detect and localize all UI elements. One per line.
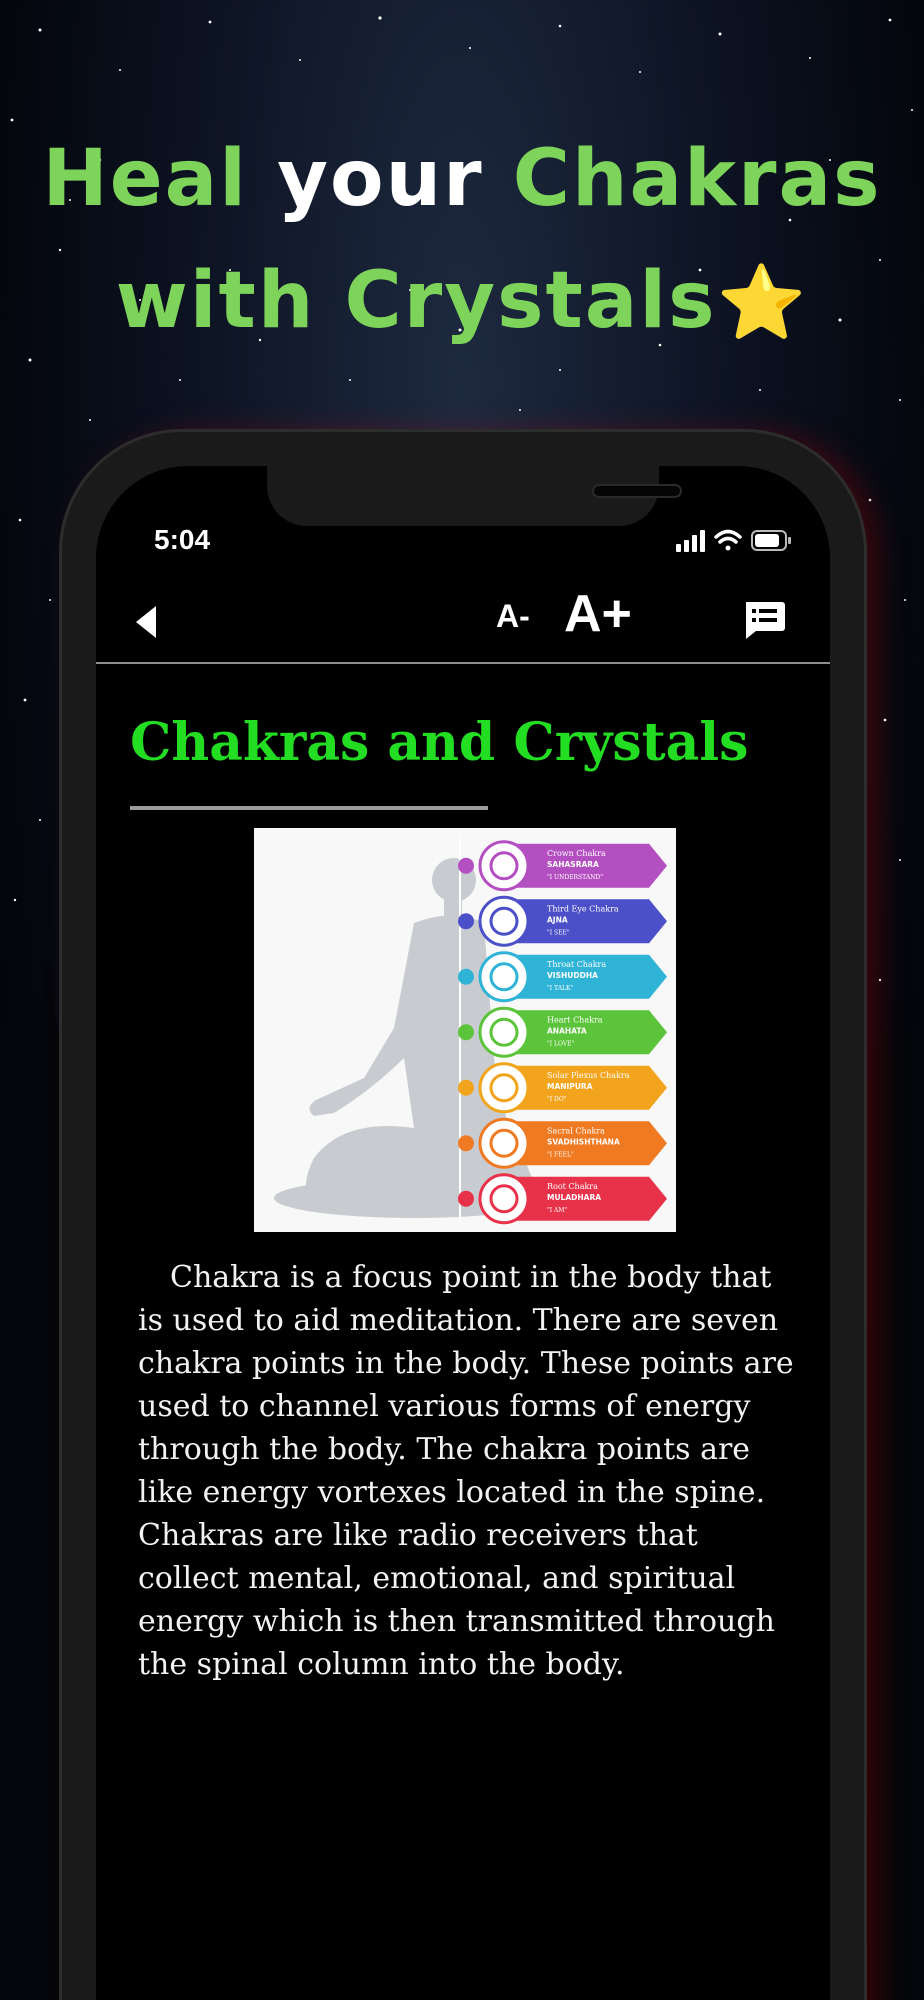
chakra-symbol-icon <box>480 897 528 945</box>
chakra-mantra: "I UNDERSTAND" <box>547 873 603 881</box>
chakra-name: Sacral Chakra <box>547 1126 605 1136</box>
chakra-sanskrit: ANAHATA <box>547 1026 587 1036</box>
back-arrow-icon <box>136 606 156 638</box>
chakra-name: Solar Plexus Chakra <box>547 1070 630 1080</box>
signal-icon <box>676 530 705 552</box>
chakra-point-dot <box>458 913 474 929</box>
chakra-name: Heart Chakra <box>547 1015 603 1025</box>
status-time: 5:04 <box>154 524 211 555</box>
battery-icon <box>752 531 791 550</box>
chakra-name: Crown Chakra <box>547 848 606 858</box>
headline-with-crystals: with Crystals <box>115 256 717 346</box>
chakra-row <box>458 1119 667 1167</box>
notes-button[interactable] <box>740 596 788 644</box>
chakra-symbol-icon <box>480 1008 528 1056</box>
article-title: Chakras and Crystals <box>130 712 749 773</box>
status-icons <box>674 526 794 556</box>
chakra-mantra: "I SEE" <box>547 929 570 937</box>
chakra-sanskrit: VISHUDDHA <box>547 970 598 980</box>
chakra-sanskrit: SVADHISHTHANA <box>547 1137 620 1147</box>
chakra-mantra: "I DO" <box>547 1095 567 1103</box>
chakra-row <box>458 1064 667 1112</box>
chakra-row <box>458 1175 667 1223</box>
star-icon: ⭐ <box>716 260 809 344</box>
toolbar-divider <box>96 662 830 664</box>
chakra-point-dot <box>458 858 474 874</box>
chakra-row <box>458 897 667 945</box>
chakra-point-dot <box>458 1191 474 1207</box>
chakra-point-dot <box>458 1024 474 1040</box>
speaker-grille <box>592 484 682 498</box>
chakra-name: Root Chakra <box>547 1181 598 1191</box>
chakra-sanskrit: MANIPURA <box>547 1081 593 1091</box>
headline-line-1 <box>0 118 924 240</box>
chakra-symbol-icon <box>480 1064 528 1112</box>
chakra-point-dot <box>458 969 474 985</box>
headline-word-heal: Heal <box>42 134 248 224</box>
chakra-infographic <box>254 828 676 1232</box>
chakra-sanskrit: AJNA <box>547 915 568 925</box>
chakra-symbol-icon <box>480 1175 528 1223</box>
promo-headline <box>0 118 924 363</box>
chakra-row <box>458 1008 667 1056</box>
chakra-mantra: "I TALK" <box>547 984 574 992</box>
back-button[interactable] <box>118 594 174 650</box>
article-body: Chakra is a focus point in the body that is used to aid meditation. There are seven chakra points in the body. These points are used to channel various forms of energy through the body. The chakra points are like energy vortexes located in the spine. Chakras are like radio receivers that collect mental, emotional, and spiritual energy which is then transmitted through the spinal column into the body. <box>138 1260 794 1682</box>
chakra-symbol-icon <box>480 1119 528 1167</box>
chakra-point-dot <box>458 1135 474 1151</box>
headline-word-chakras: Chakras <box>512 134 882 224</box>
chakra-mantra: "I FEEL" <box>547 1151 574 1159</box>
phone-frame <box>62 432 864 2000</box>
reader-toolbar <box>96 584 830 664</box>
chakra-symbol-icon <box>480 842 528 890</box>
comment-icon <box>746 602 785 639</box>
title-underline <box>130 806 488 810</box>
headline-line-2 <box>0 240 924 363</box>
chakra-row <box>458 953 667 1001</box>
phone-notch <box>267 466 659 526</box>
increase-font-button[interactable]: A+ <box>564 585 632 643</box>
chakra-sanskrit: SAHASRARA <box>547 859 599 869</box>
wifi-icon <box>716 532 740 551</box>
headline-word-your: your <box>277 134 484 224</box>
chakra-point-dot <box>458 1080 474 1096</box>
chakra-name: Throat Chakra <box>547 959 607 969</box>
chakra-mantra: "I AM" <box>547 1206 568 1214</box>
chakra-sanskrit: MULADHARA <box>547 1192 602 1202</box>
decrease-font-button[interactable]: A- <box>496 598 530 634</box>
chakra-row <box>458 842 667 890</box>
chakra-name: Third Eye Chakra <box>547 904 619 914</box>
phone-screen <box>96 466 830 2000</box>
chakra-mantra: "I LOVE" <box>547 1040 575 1048</box>
chakra-symbol-icon <box>480 953 528 1001</box>
